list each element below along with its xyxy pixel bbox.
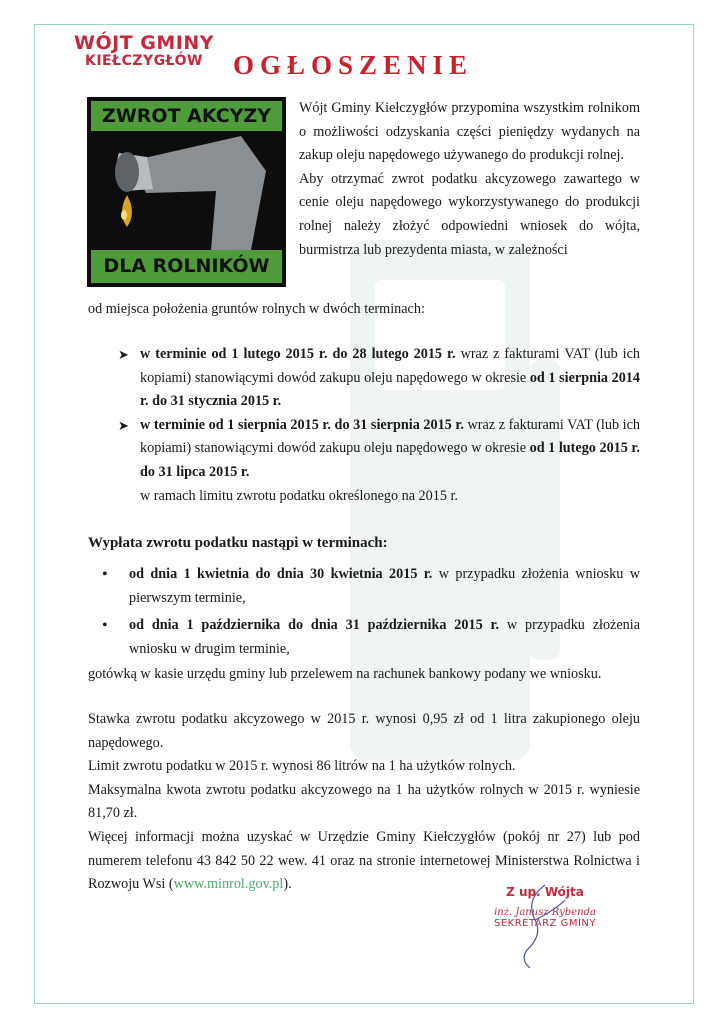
fuel-nozzle-icon [91, 131, 282, 250]
stamp-line2: KIEŁCZYGŁÓW [85, 52, 203, 69]
office-stamp [54, 34, 234, 69]
term-item [118, 414, 640, 485]
contact-text-end: ). [283, 876, 292, 893]
refund-limit: Limit zwrotu podatku w 2015 r. wynosi 86 litrów na 1 ha użytków rolnych. [88, 758, 516, 775]
payout-item [100, 614, 640, 661]
arrow-bullet-icon: ➤ [118, 347, 129, 362]
term-period: od 1 sierpnia 2014 r. do 31 stycznia 2015 r. [140, 369, 640, 410]
term-dates: w terminie od 1 sierpnia 2015 r. do 31 sierpnia 2015 r. [140, 416, 464, 433]
contact-text: Więcej informacji można uzyskać w Urzędzie Gminy Kiełczygłów (pokój nr 27) lub pod numerem telefonu 43 842 50 22 wew. 41 oraz na stronie internetowej Ministerstwa Rolnictwa i Rozwoju Wsi ( [88, 828, 640, 893]
payout-condition: w przypadku złożenia wniosku w drugim terminie, [129, 617, 640, 657]
payout-method: gotówką w kasie urzędu gminy lub przelewem na rachunek bankowy podany we wniosku. [88, 666, 602, 682]
term-description: wraz z fakturami VAT (lub ich kopiami) stanowiącymi dowód zakupu oleju napędowego w okresie [140, 346, 640, 386]
intro-paragraph-1: Wójt Gminy Kiełczygłów przypomina wszystkim rolnikom o możliwości odzyskania części pieniędzy wydanych na zakup oleju napędowego używanego do produkcji rolnej. [299, 100, 640, 164]
bullet-dot-icon: • [102, 617, 108, 635]
payout-heading: Wypłata zwrotu podatku nastąpi w terminach: [88, 535, 388, 551]
payout-condition: w przypadku złożenia wniosku w pierwszym terminie, [129, 566, 640, 606]
payout-dates: od dnia 1 października do dnia 31 października 2015 r. [129, 617, 500, 634]
poster-top-label: ZWROT AKCYZY [91, 101, 282, 131]
application-terms [118, 343, 640, 508]
intro-paragraph-2-continued: od miejsca położenia gruntów rolnych w dwóch terminach: [88, 301, 425, 317]
arrow-bullet-icon: ➤ [118, 417, 129, 433]
term-description: wraz z fakturami VAT (lub ich kopiami) stanowiącymi dowód zakupu oleju napędowego w okresie [140, 416, 640, 457]
handwritten-signature [505, 880, 575, 970]
signatory-title: SEKRETARZ GMINY [493, 918, 597, 929]
intro-paragraph-2: Aby otrzymać zwrot podatku akcyzowego zawartego w cenie oleju napędowego wykorzystywanego do produkcji rolnej należy złożyć odpowiedni wniosek do wójta, burmistrza lub prezydenta miasta, w zależności [299, 170, 640, 258]
bullet-dot-icon: • [102, 566, 108, 583]
refund-rate: Stawka zwrotu podatku akcyzowego w 2015 r. wynosi 0,95 zł od 1 litra zakupionego oleju napędowego. [88, 711, 640, 751]
term-dates: w terminie od 1 lutego 2015 r. do 28 lutego 2015 r. [140, 346, 456, 362]
excise-refund-poster [87, 97, 286, 287]
stamp-line1: WÓJT GMINY [74, 32, 214, 54]
signatory-name: inż. Janusz Rybenda [494, 907, 596, 918]
payout-dates: od dnia 1 kwietnia do dnia 30 kwietnia 2015 r. [129, 566, 433, 582]
max-amount: Maksymalna kwota zwrotu podatku akcyzowego na 1 ha użytków rolnych w 2015 r. wyniesie 81,70 zł. [88, 781, 640, 822]
poster-bottom-label: DLA ROLNIKÓW [91, 250, 282, 283]
term-item [118, 343, 640, 414]
info-section [88, 708, 640, 897]
term-period: od 1 lutego 2015 r. do 31 lipca 2015 r. [140, 440, 640, 480]
signature-authority: Z up. Wójta [506, 885, 584, 899]
payout-list [100, 563, 640, 665]
payout-item [100, 563, 640, 610]
intro-text [299, 97, 640, 262]
ministry-link[interactable]: www.minrol.gov.pl [173, 876, 284, 893]
limit-note: w ramach limitu zwrotu podatku określonego na 2015 r. [140, 487, 458, 504]
page-title: OGŁOSZENIE [233, 50, 474, 80]
